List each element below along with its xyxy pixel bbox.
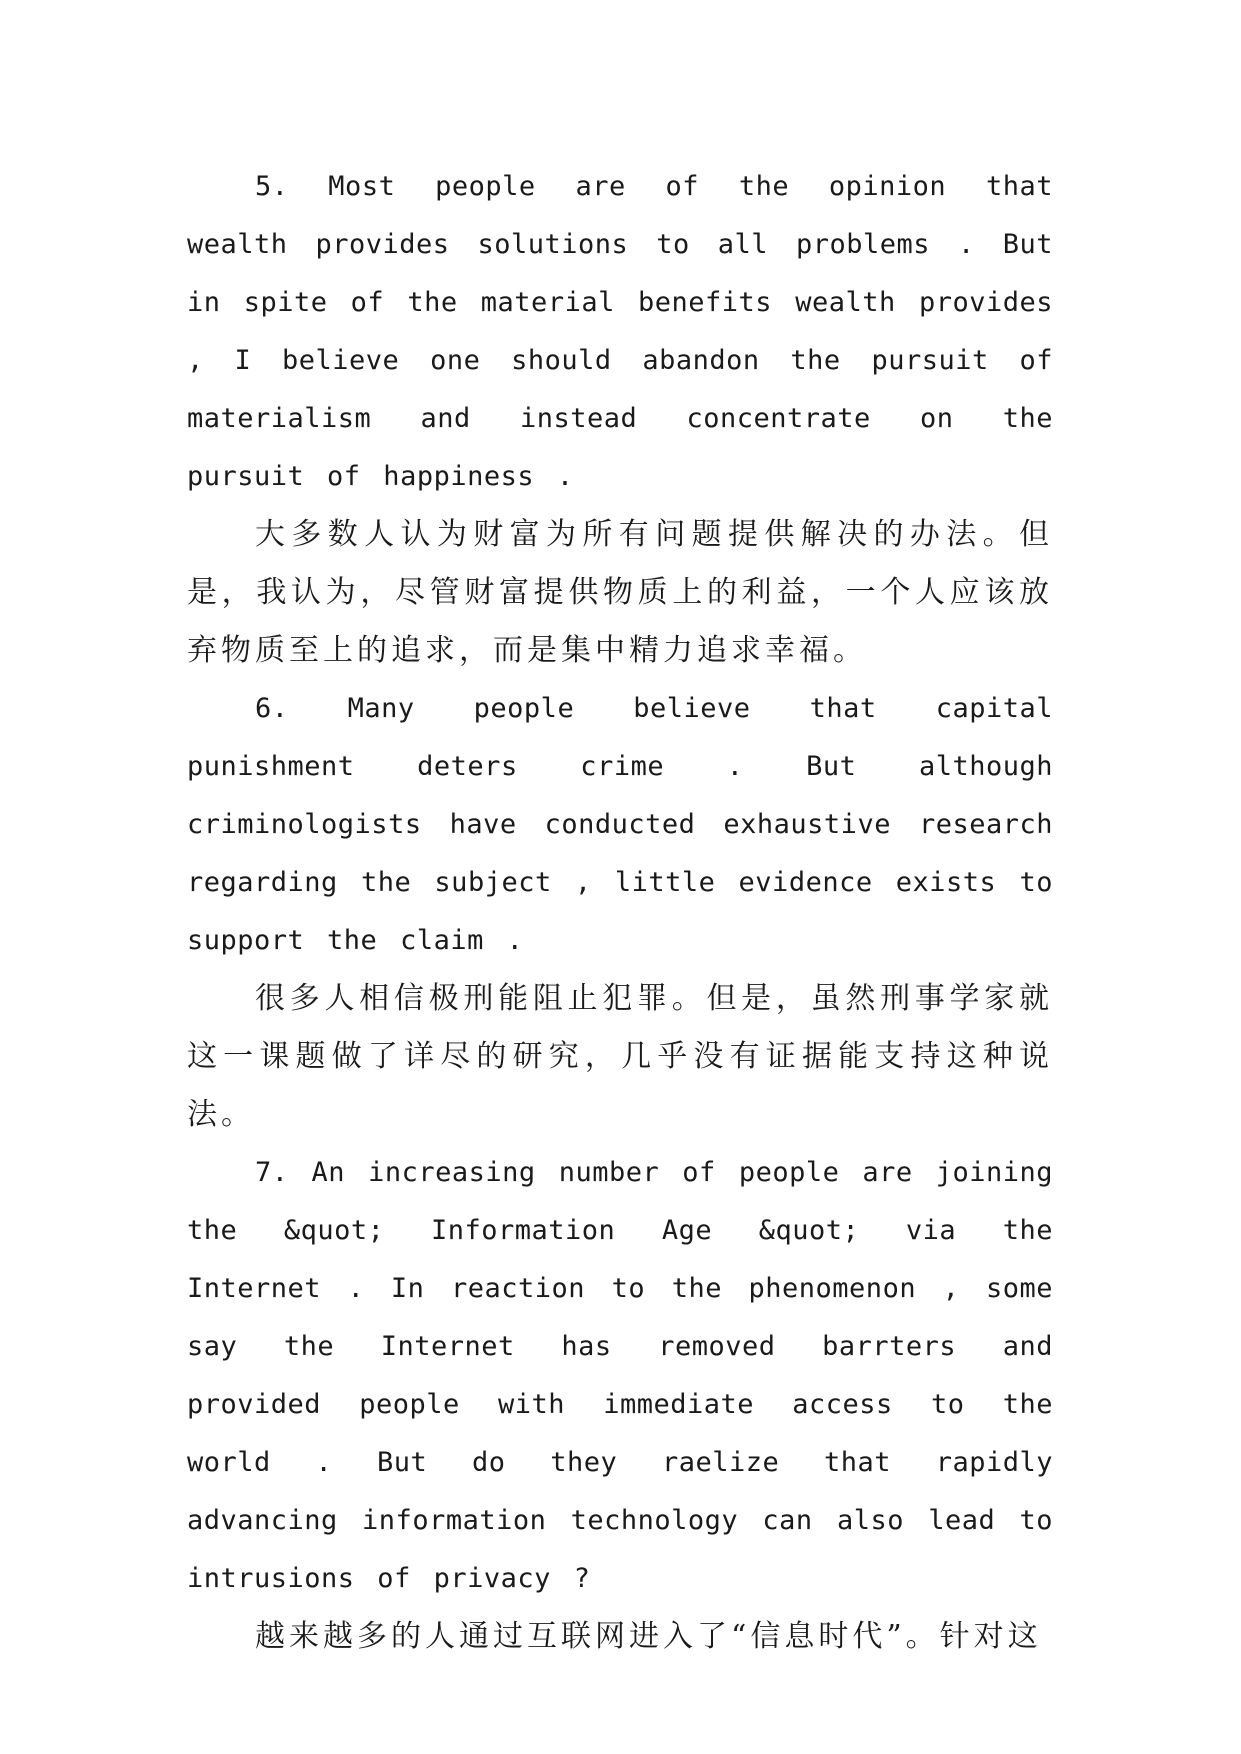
document-body — [187, 158, 1053, 1666]
paragraph-5-english: 5. Most people are of the opinion that wealth provides solutions to all problems . But in spite of the material benefits wealth provides , I believe one should abandon the pursuit of materialism and instead concentrate on the pursuit of happiness . — [187, 171, 1053, 492]
paragraph-6-english: 6. Many people believe that capital punishment deters crime . But although criminologists have conducted exhaustive research regarding the subject , little evidence exists to support the claim . — [187, 693, 1053, 956]
paragraph-5-chinese: 大多数人认为财富为所有问题提供解决的办法。但是，我认为，尽管财富提供物质上的利益，一个人应该放弃物质至上的追求，而是集中精力追求幸福。 — [187, 517, 1053, 668]
paragraph-7-english: 7. An increasing number of people are joining the &quot; Information Age &quot; via the Internet . In reaction to the phenomenon , some say the Internet has removed barrters and provided people with immediate access to the world . But do they raelize that rapidly advancing information technology can also lead to intrusions of privacy ? — [187, 1157, 1053, 1594]
paragraph-6-chinese: 很多人相信极刑能阻止犯罪。但是，虽然刑事学家就这一课题做了详尽的研究，几乎没有证据能支持这种说法。 — [187, 981, 1053, 1132]
paragraph-7-chinese: 越来越多的人通过互联网进入了“信息时代”。针对这 — [255, 1619, 1042, 1654]
